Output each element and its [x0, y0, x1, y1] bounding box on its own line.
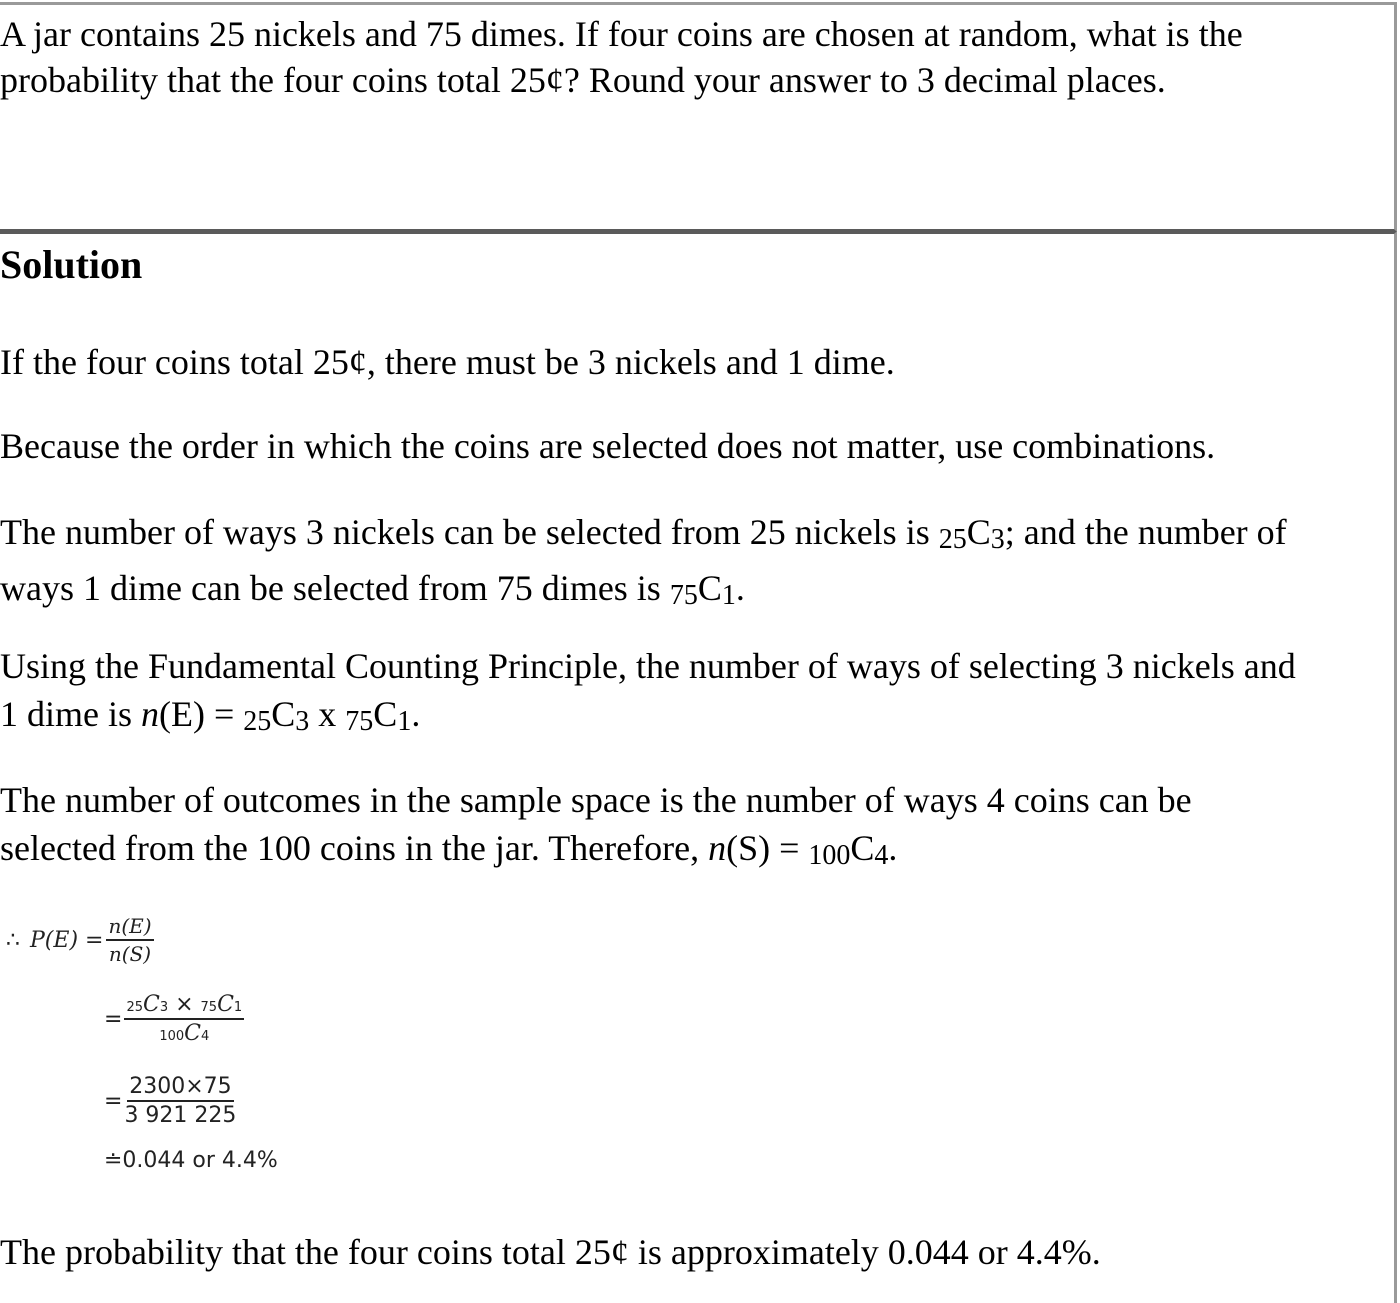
solution-paragraph-1: If the four coins total 25¢, there must be 3 nickels and 1 dime. — [0, 342, 895, 382]
solution-paragraph-2: Because the order in which the coins are selected does not matter, use combinations. — [0, 426, 1216, 466]
solution-paragraph-3: The number of ways 3 nickels can be selected from 25 nickels is 25C3; and the number of ways 1 dime can be selected from 75 dimes is 75C1. — [0, 512, 1287, 611]
fraction-nE-over-nS: $\frac{n(E)}{n(S)}$ — [108, 914, 152, 966]
formula-lhs: P(E) = — [30, 927, 104, 953]
solution-heading: Solution — [0, 242, 143, 287]
probability-formula — [0, 914, 300, 1174]
question-text — [0, 5, 1394, 103]
question-line-2: probability that the four coins total 25¢? Round your answer to 3 decimal places. — [0, 60, 1166, 100]
formula-line-3: = $\frac{2300\times 75}{3 921 225}$ — [104, 1074, 237, 1128]
therefore-symbol: ∴ — [6, 927, 20, 953]
formula-line-1 — [6, 914, 154, 966]
solution-paragraph-5: The number of outcomes in the sample space is the number of ways 4 coins can be selected from the 100 coins in the jar. Therefore, n(S) = 100C4. — [0, 780, 1192, 871]
question-panel — [0, 2, 1397, 232]
fraction-numeric: $\frac{2300\times 75}{3 921 225}$ — [124, 1074, 237, 1128]
solution-paragraph-4: Using the Fundamental Counting Principle, the number of ways of selecting 3 nickels and 1 dime is n(E) = 25C3 x 75C1. — [0, 646, 1296, 737]
fraction-combinations: $\frac{25C3 \times 75C1}{100C4}$ — [126, 992, 243, 1046]
question-line-1: A jar contains 25 nickels and 75 dimes. If four coins are chosen at random, what is the — [0, 14, 1243, 54]
formula-approximation: ≐0.044 or 4.4% — [104, 1148, 278, 1173]
solution-panel — [0, 231, 1397, 1303]
solution-conclusion: The probability that the four coins total 25¢ is approximately 0.044 or 4.4%. — [0, 1232, 1101, 1272]
formula-line-2: = $\frac{25C3 \times 75C1}{100C4}$ — [104, 992, 243, 1046]
